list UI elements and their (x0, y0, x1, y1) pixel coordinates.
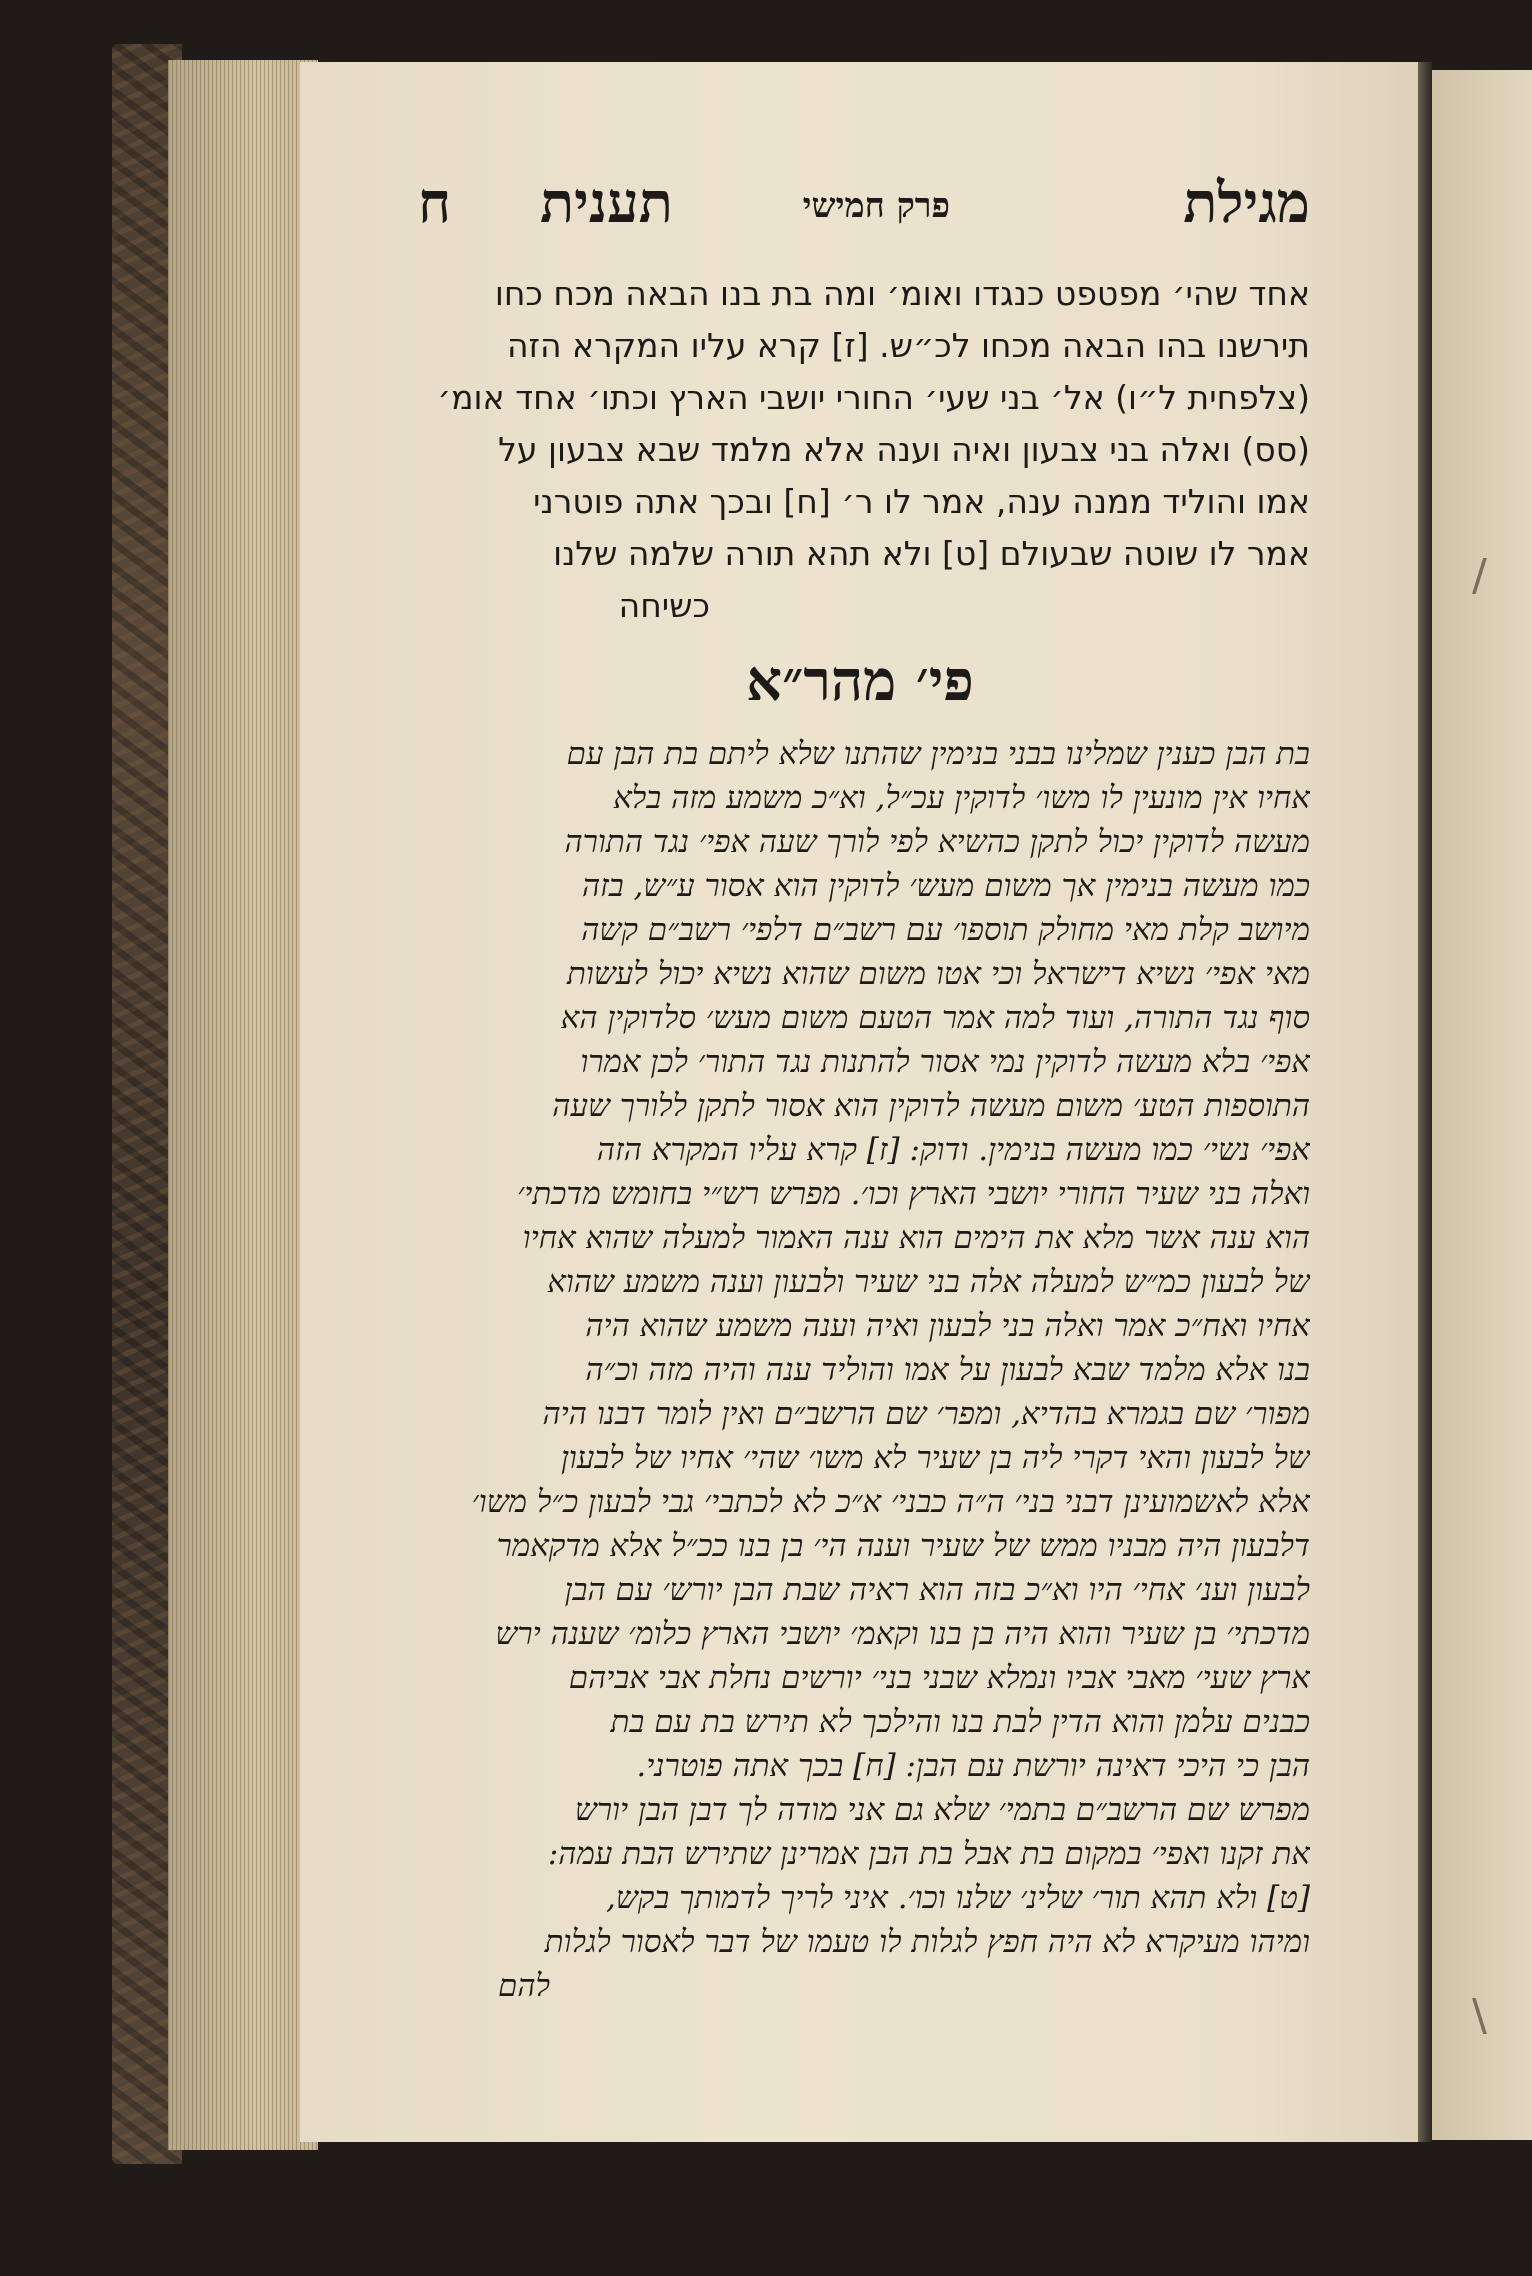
book-gutter (1418, 62, 1432, 2142)
commentary-line: אפי׳ בלא מעשה לדוקין נמי אסור להתנות נגד התור׳ לכן אמרו (580, 1044, 1310, 1080)
commentary-line: מדכתי׳ בן שעיר והוא היה בן בנו וקאמ׳ יושבי הארץ כלומ׳ שענה ירש (495, 1616, 1310, 1652)
commentary-line: דלבעון היה מבניו ממש של שעיר וענה הי׳ בן בנו ככ״ל אלא מדקאמר (496, 1528, 1310, 1564)
main-text-line: אמו והוליד ממנה ענה, אמר לו ר׳ [ח] ובכך אתה פוטרני (533, 482, 1310, 521)
header-page-letter: ח (418, 170, 452, 236)
commentary-line: מפור׳ שם בגמרא בהדיא, ומפר׳ שם הרשב״ם ואין לומר דבנו היה (542, 1396, 1310, 1432)
commentary-line: בנו אלא מלמד שבא לבעון על אמו והוליד ענה והיה מזה וכ״ה (585, 1352, 1310, 1388)
commentary-line: אחיו אין מונעין לו משו׳ לדוקין עכ״ל, וא״כ משמע מזה בלא (613, 780, 1310, 816)
commentary-line: בת הבן כענין שמלינו בבני בנימין שהתנו שלא ליתם בת הבן עם (566, 736, 1310, 772)
main-text-line: אחד שהי׳ מפטפט כנגדו ואומ׳ ומה בת בנו הבאה מכח כחו (494, 274, 1310, 313)
commentary-line: מיושב קלת מאי מחולק תוספו׳ עם רשב״ם דלפי׳ רשב״ם קשה (581, 912, 1310, 948)
page-block-edge (168, 60, 318, 2150)
commentary-line: סוף נגד התורה, ועוד למה אמר הטעם משום מעש׳ סלדוקין הא (560, 1000, 1310, 1036)
header-book-word-2: תענית (540, 170, 673, 236)
main-text-line: כשיחה (618, 586, 710, 625)
facing-page-mark: \ (1472, 1990, 1487, 2041)
commentary-line: הוא ענה אשר מלא את הימים הוא ענה האמור למעלה שהוא אחיו (522, 1220, 1310, 1256)
facing-page-mark: / (1472, 550, 1487, 601)
commentary-line: מפרש שם הרשב״ם בתמי׳ שלא גם אני מודה לך דבן הבן יורש (574, 1792, 1310, 1828)
commentary-line: מאי אפי׳ נשיא דישראל וכי אטו משום שהוא נשיא יכול לעשות (567, 956, 1310, 992)
facing-page-edge (1432, 70, 1532, 2140)
main-text-line: תירשנו בהו הבאה מכחו לכ״ש. [ז] קרא עליו המקרא הזה (506, 326, 1310, 365)
commentary-line: מעשה לדוקין יכול לתקן כהשיא לפי לורך שעה אפי׳ נגד התורה (564, 824, 1310, 860)
commentary-line: ארץ שעי׳ מאבי אביו ונמלא שבני בני׳ יורשים נחלת אבי אביהם (568, 1660, 1310, 1696)
commentary-title: פי׳ מהר״א (746, 648, 974, 714)
commentary-block (410, 732, 1310, 2008)
main-text-line: (צלפחית ל״ו) אל׳ בני שעי׳ החורי יושבי הארץ וכתו׳ אחד אומ׳ (437, 378, 1310, 417)
commentary-line: של לבעון והאי דקרי ליה בן שעיר לא משו׳ שהי׳ אחיו של לבעון (561, 1440, 1310, 1476)
commentary-line: של לבעון כמ״ש למעלה אלה בני שעיר ולבעון וענה משמע שהוא (547, 1264, 1310, 1300)
commentary-line: התוספות הטע׳ משום מעשה לדוקין הוא אסור לתקן ללורך שעה (552, 1088, 1310, 1124)
commentary-line: ומיהו מעיקרא לא היה חפץ לגלות לו טעמו של דבר לאסור לגלות (544, 1924, 1310, 1960)
commentary-line: כבנים עלמן והוא הדין לבת בנו והילכך לא תירש בת עם בת (610, 1704, 1310, 1740)
main-text-block (410, 268, 1310, 632)
header-book-word-1: מגילת (1183, 170, 1310, 236)
commentary-line: לבעון וענ׳ אחי׳ היו וא״כ בזה הוא ראיה שבת הבן יורש׳ עם הבן (564, 1572, 1310, 1608)
page-content (410, 170, 1310, 2008)
commentary-line: [ט] ולא תהא תור׳ שלינ׳ שלנו וכו׳. איני לריך לדמותך בקש, (606, 1880, 1310, 1916)
header-chapter: פרק חמישי (802, 186, 950, 226)
commentary-line: הבן כי היכי דאינה יורשת עם הבן: [ח] בכך אתה פוטרני. (636, 1748, 1310, 1784)
commentary-line: ואלה בני שעיר החורי יושבי הארץ וכו׳. מפרש רש״י בחומש מדכתי׳ (517, 1176, 1310, 1212)
main-text-line: (סס) ואלה בני צבעון ואיה וענה אלא מלמד שבא צבעון על (498, 430, 1310, 469)
commentary-line: את זקנו ואפי׳ במקום בת אבל בת הבן אמרינן שתירש הבת עמה: (547, 1836, 1310, 1872)
commentary-line: אחיו ואח״כ אמר ואלה בני לבעון ואיה וענה משמע שהוא היה (585, 1308, 1310, 1344)
commentary-line: כמו מעשה בנימין אך משום מעש׳ לדוקין הוא אסור ע״ש, בזה (581, 868, 1310, 904)
commentary-line: להם (497, 1968, 550, 2004)
running-header (410, 170, 1310, 260)
commentary-line: אפי׳ נשי׳ כמו מעשה בנימין. ודוק: [ז] קרא עליו המקרא הזה (596, 1132, 1310, 1168)
main-text-line: אמר לו שוטה שבעולם [ט] ולא תהא תורה שלמה שלנו (553, 534, 1310, 573)
commentary-line: אלא לאשמועינן דבני בני׳ ה״ה כבני׳ א״כ לא לכתבי׳ גבי לבעון כ״ל משו׳ (471, 1484, 1310, 1520)
